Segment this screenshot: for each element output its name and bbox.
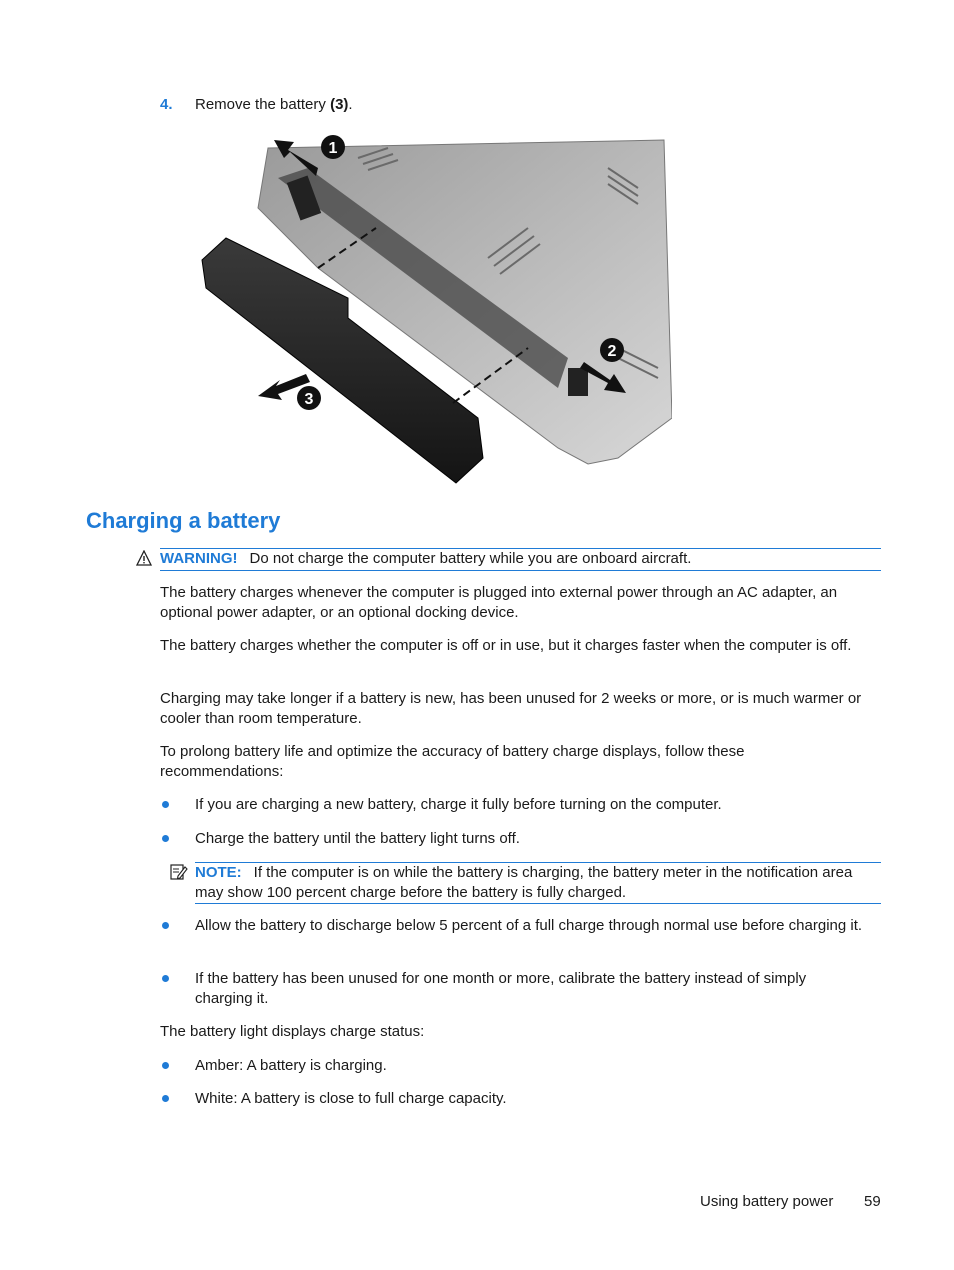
step-4 (160, 96, 353, 113)
status-item-white: White: A battery is close to full charge capacity. (195, 1090, 507, 1107)
callout-2 (600, 338, 624, 362)
bullet-icon (162, 975, 169, 982)
list-item: If the battery has been unused for one month or more, calibrate the battery instead of simply charging it. (195, 970, 807, 1007)
paragraph-2: The battery charges whether the computer is off or in use, but it charges faster when the computer is off. (160, 637, 852, 654)
callout-3-label: 3 (304, 391, 314, 408)
note-box (195, 862, 881, 904)
bullet-icon (162, 835, 169, 842)
page-number: 59 (864, 1193, 881, 1210)
status-intro: The battery light displays charge status: (160, 1023, 425, 1040)
warning-text: Do not charge the computer battery while you are onboard aircraft. (249, 550, 692, 567)
bullet-icon (162, 1095, 169, 1102)
callout-2-label: 2 (607, 343, 617, 360)
step-end: . (348, 96, 353, 113)
list-item: Allow the battery to discharge below 5 percent of a full charge through normal use before charging it. (195, 917, 863, 934)
paragraph-3: Charging may take longer if a battery is new, has been unused for 2 weeks or more, or is much warmer or cooler than room temperature. (160, 690, 862, 727)
status-item-amber: Amber: A battery is charging. (195, 1057, 387, 1074)
warning-triangle-icon (136, 550, 152, 566)
warning-label: WARNING! (160, 550, 238, 567)
list-item: If you are charging a new battery, charge it fully before turning on the computer. (195, 796, 722, 813)
paragraph-1: The battery charges whenever the computer is plugged into external power through an AC adapter, an optional power adapter, or an optional docking device. (160, 584, 838, 621)
step-ref: (3) (330, 96, 349, 113)
step-text: Remove the battery (195, 96, 331, 113)
bullet-icon (162, 1062, 169, 1069)
bullet-icon (162, 801, 169, 808)
note-text: If the computer is on while the battery is charging, the battery meter in the notification area may show 100 percent charge before the battery is fully charged. (195, 864, 853, 901)
list-item: Charge the battery until the battery light turns off. (195, 830, 520, 847)
note-pencil-icon (170, 863, 188, 881)
paragraph-4: To prolong battery life and optimize the accuracy of battery charge displays, follow these recommendations: (160, 743, 745, 780)
battery-removal-illustration (198, 128, 672, 488)
section-title: Charging a battery (86, 508, 281, 533)
bullet-icon (162, 922, 169, 929)
release-latch-2 (568, 368, 588, 396)
callout-1 (321, 135, 345, 159)
note-label: NOTE: (195, 864, 242, 881)
footer-section-name: Using battery power (700, 1193, 834, 1210)
callout-1-label: 1 (328, 140, 338, 157)
step-number: 4. (160, 96, 173, 113)
warning-box (160, 548, 881, 571)
callout-3 (297, 386, 321, 410)
